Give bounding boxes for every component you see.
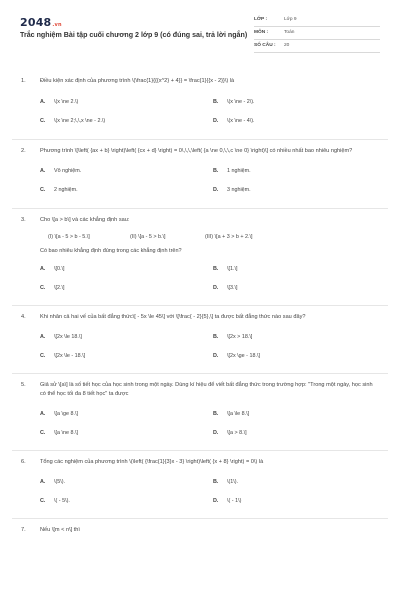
question-prompt: Cho \[a > b\] và các khẳng định sau: (40, 217, 130, 223)
question-number: 1. (21, 78, 26, 84)
option-letter: B. (213, 479, 219, 485)
divider (12, 139, 388, 140)
question-text (0, 458, 400, 467)
option-letter: D. (213, 430, 219, 436)
option-d[interactable] (213, 279, 386, 298)
option-list (40, 473, 400, 511)
question-6 (0, 458, 400, 511)
meta-value: Lớp 9 (284, 17, 297, 22)
option-text: Vô nghiệm. (54, 168, 82, 174)
divider (12, 518, 388, 519)
question-5 (0, 381, 400, 443)
option-text: 2 nghiệm. (54, 187, 78, 193)
option-letter: C. (40, 285, 46, 291)
meta-label: SỐ CÂU : (254, 43, 276, 48)
option-d[interactable] (213, 112, 386, 131)
option-letter: A. (40, 99, 46, 105)
option-a[interactable] (40, 405, 213, 424)
option-text: \[2x \le - 18.\] (54, 353, 86, 359)
option-list (40, 405, 400, 443)
option-d[interactable] (213, 181, 386, 200)
option-c[interactable] (40, 492, 213, 511)
option-c[interactable] (40, 424, 213, 443)
option-text: \[2x > 18.\] (227, 334, 253, 340)
statement-3: (III) \[a + 3 > b + 2.\] (205, 234, 253, 240)
question-3 (0, 216, 400, 298)
question-number: 6. (21, 459, 26, 465)
question-text (0, 77, 400, 86)
question-number: 4. (21, 314, 26, 320)
option-letter: C. (40, 187, 46, 193)
meta-info (254, 14, 380, 53)
option-letter: A. (40, 479, 46, 485)
option-text: \(5\). (54, 479, 66, 485)
option-letter: D. (213, 498, 219, 504)
site-logo[interactable] (20, 16, 62, 29)
option-text: \[2x \le 18.\] (54, 334, 82, 340)
option-a[interactable] (40, 328, 213, 347)
option-text: \(x \ne 2;\,\,x \ne - 2.\) (54, 118, 106, 124)
option-list (40, 328, 400, 366)
option-text: \( - 5\). (54, 498, 70, 504)
option-text: 1 nghiệm. (227, 168, 251, 174)
question-4 (0, 313, 400, 366)
option-b[interactable] (213, 260, 386, 279)
question-number: 5. (21, 382, 26, 388)
logo-text: 2048 (20, 16, 52, 29)
option-letter: C. (40, 118, 46, 124)
option-letter: C. (40, 353, 46, 359)
option-list (40, 260, 400, 298)
option-list (40, 93, 400, 131)
option-text: \[0.\] (54, 266, 65, 272)
question-prompt: Điều kiện xác định của phương trình \(\frac{1}{{{x^2} + 4}} = \frac{1}{{x - 2}}\) là (40, 78, 235, 84)
option-text: \(x \ne - 2\). (227, 99, 255, 105)
question-prompt: Giả sử \[a\] là số tiết học của học sinh trong một ngày. Dùng kí hiệu để viết bất đẳng thức trong trường hợp: "Trong một ngày, học sinh có thể học tối đa 8 tiết học" ta được (40, 382, 373, 397)
option-d[interactable] (213, 492, 386, 511)
option-letter: B. (213, 168, 219, 174)
divider (12, 373, 388, 374)
option-c[interactable] (40, 347, 213, 366)
option-letter: C. (40, 430, 46, 436)
option-text: \(1\). (227, 479, 239, 485)
option-letter: D. (213, 118, 219, 124)
option-letter: A. (40, 266, 46, 272)
option-letter: A. (40, 411, 46, 417)
option-a[interactable] (40, 473, 213, 492)
divider (12, 305, 388, 306)
question-prompt: Khi nhân cả hai vế của bất đẳng thức\[ - 5x \le 45\] với \[\frac{ - 2}{5},\] ta được bất đẳng thức nào sau đây? (40, 314, 306, 320)
option-letter: B. (213, 99, 219, 105)
meta-label: MÔN : (254, 30, 269, 35)
divider (12, 450, 388, 451)
option-letter: B. (213, 411, 219, 417)
meta-row-class (254, 14, 380, 27)
meta-value: 20 (284, 43, 290, 48)
option-letter: C. (40, 498, 46, 504)
question-number: 3. (21, 217, 26, 223)
option-text: \[a > 8.\] (227, 430, 247, 436)
option-text: 3 nghiệm. (227, 187, 251, 193)
option-c[interactable] (40, 112, 213, 131)
option-d[interactable] (213, 424, 386, 443)
question-1 (0, 77, 400, 131)
option-text: \( - 1\) (227, 498, 242, 504)
option-text: \(x \ne - 4\). (227, 118, 255, 124)
option-d[interactable] (213, 347, 386, 366)
option-c[interactable] (40, 279, 213, 298)
statement-2: (II) \[a - 5 > b.\] (130, 234, 166, 240)
question-text (0, 216, 400, 225)
question-list (0, 77, 400, 535)
option-text: \[a \le 8.\] (227, 411, 250, 417)
option-a[interactable] (40, 93, 213, 112)
option-text: \[2.\] (54, 285, 65, 291)
divider (12, 208, 388, 209)
option-text: \[a \ge 8.\] (54, 411, 78, 417)
statement-list (0, 228, 400, 246)
option-a[interactable] (40, 260, 213, 279)
option-b[interactable] (213, 473, 386, 492)
question-2 (0, 147, 400, 200)
page-title: Trắc nghiệm Bài tập cuối chương 2 lớp 9 (có đúng sai, trả lời ngắn) (20, 31, 248, 39)
question-text (0, 381, 400, 399)
option-letter: D. (213, 285, 219, 291)
question-number: 2. (21, 148, 26, 154)
meta-label: LỚP : (254, 17, 268, 22)
question-subtext: Có bao nhiêu khẳng định đúng trong các khẳng định trên? (40, 248, 182, 254)
question-text (0, 313, 400, 322)
meta-row-subject (254, 27, 380, 40)
question-text (0, 147, 400, 156)
option-letter: D. (213, 187, 219, 193)
option-letter: B. (213, 334, 219, 340)
option-text: \[a \ne 8.\] (54, 430, 78, 436)
meta-value: Toán (284, 30, 295, 35)
question-text (0, 526, 400, 535)
option-c[interactable] (40, 181, 213, 200)
question-prompt: Phương trình \[\left( {ax + b} \right)\left( {cx + d} \right) = 0\,\,\,\left( {a \ne 0,\,\,c \ne 0} \right)\] có nhiều nhất bao nhiêu nghiệm? (40, 148, 353, 154)
meta-row-count (254, 40, 380, 53)
option-letter: A. (40, 334, 46, 340)
option-letter: D. (213, 353, 219, 359)
option-text: \(x \ne 2.\) (54, 99, 79, 105)
question-prompt: Tổng các nghiệm của phương trình \(\left( {\frac{1}{3}x - 3} \right)\left( {x + 8} \right) = 0\) là (40, 459, 264, 465)
option-letter: B. (213, 266, 219, 272)
option-b[interactable] (213, 328, 386, 347)
statement-1: (I) \[a - 5 > b - 5.\] (48, 234, 90, 240)
option-list (40, 162, 400, 200)
question-7 (0, 526, 400, 535)
page-header (0, 0, 400, 62)
option-letter: A. (40, 168, 46, 174)
option-text: \[2x \ge - 18.\] (227, 353, 260, 359)
option-text: \[1.\] (227, 266, 238, 272)
option-b[interactable] (213, 405, 386, 424)
option-text: \[3.\] (227, 285, 238, 291)
option-b[interactable] (213, 162, 386, 181)
option-b[interactable] (213, 93, 386, 112)
option-a[interactable] (40, 162, 213, 181)
question-prompt: Nếu \[m < n\] thì (40, 527, 80, 533)
question-number: 7. (21, 527, 26, 533)
logo-suffix: .vn (52, 22, 62, 28)
